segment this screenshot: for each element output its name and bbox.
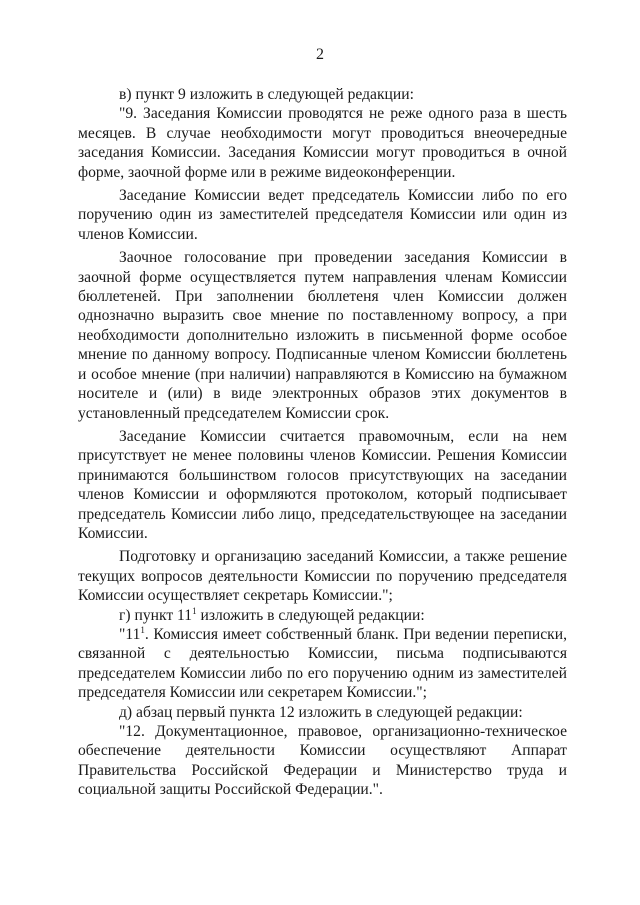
superscript: 1	[140, 624, 145, 635]
paragraph-chair: Заседание Комиссии ведет председатель Комиссии либо по его поручению один из заместителей председателя Комиссии или один из членов Комиссии.	[78, 187, 567, 243]
paragraph-secretary: Подготовку и организацию заседаний Комиссии, а также решение текущих вопросов деятельности Комиссии по поручению председателя Комиссии осуществляет секретарь Комиссии.";	[78, 548, 567, 605]
paragraph-absentee-voting: Заочное голосование при проведении заседания Комиссии в заочной форме осуществляется путем направления членам Комиссии бюллетеней. При заполнении бюллетеня член Комиссии должен однозначно выразить свое мнение по поставленному вопросу, а при необходимости дополнительно изложить в письменной форме особое мнение по данному вопросу. Подписанные членом Комиссии бюллетень и особое мнение (при наличии) направляются в Комиссию на бумажном носителе и (или) в виде электронных образов этих документов в установленный председателем Комиссии срок.	[78, 249, 567, 422]
paragraph-item-9-text: "9. Заседания Комиссии проводятся не реже одного раза в шесть месяцев. В случае необходимости могут проводиться внеочередные заседания Комиссии. Заседания Комиссии могут проводиться в очной форме, заочной форме или в режиме видеоконференции.	[78, 105, 567, 181]
superscript: 1	[192, 605, 197, 616]
paragraph-item-11-1-text	[78, 625, 567, 703]
paragraph-text-part: г) пункт 11	[119, 606, 193, 624]
paragraph-text-part: "11	[119, 625, 141, 643]
document-body	[78, 85, 567, 800]
paragraph-quorum: Заседание Комиссии считается правомочным, если на нем присутствует не менее половины членов Комиссии. Решения Комиссии принимаются большинством голосов присутствующих на заседании членов Комиссии и оформляются протоколом, который подписывает председатель Комиссии либо лицо, председательствующее на заседании Комиссии.	[78, 427, 567, 542]
paragraph-item-12-intro: д) абзац первый пункта 12 изложить в следующей редакции:	[119, 703, 523, 721]
paragraph-text-part: изложить в следующей редакции:	[196, 606, 425, 624]
paragraph-item-12-text: "12. Документационное, правовое, организационно-техническое обеспечение деятельности Комиссии осуществляют Аппарат Правительства Российской Федерации и Министерство труда и социальной защиты Российской Федерации.".	[78, 723, 567, 799]
paragraph-item-9-intro: в) пункт 9 изложить в следующей редакции:	[119, 86, 414, 103]
page-number: 2	[316, 46, 324, 63]
paragraph-item-11-1-intro	[78, 606, 567, 625]
paragraph-text-part: . Комиссия имеет собственный бланк. При ведении переписки, связанной с деятельностью Комиссии, письма подписываются председателем Комиссии либо по его поручению одним из заместителей председателя Комиссии или секретарем Комиссии.";	[78, 625, 567, 702]
